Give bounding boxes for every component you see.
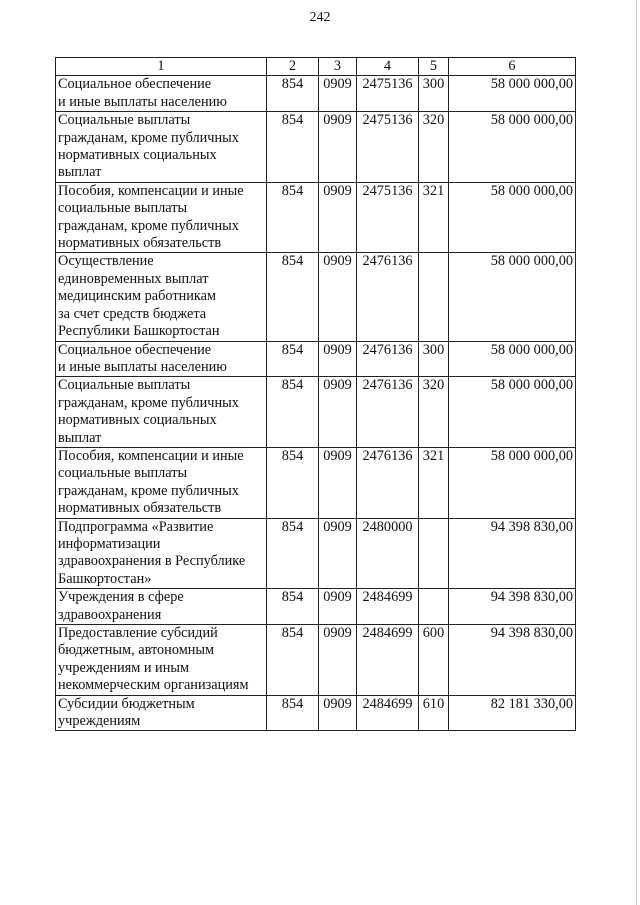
row-type: 320 xyxy=(419,112,449,183)
row-name: Подпрограмма «Развитие информатизации здравоохранения в Республике Башкортостан» xyxy=(56,518,267,589)
row-section: 0909 xyxy=(319,341,357,377)
row-name: Социальные выплаты гражданам, кроме публичных нормативных социальных выплат xyxy=(56,112,267,183)
row-type: 321 xyxy=(419,182,449,253)
row-grbs: 854 xyxy=(267,341,319,377)
table-row xyxy=(56,695,576,731)
row-section: 0909 xyxy=(319,112,357,183)
row-grbs: 854 xyxy=(267,589,319,625)
table-row xyxy=(56,447,576,518)
header-col-4: 4 xyxy=(357,58,419,76)
header-col-6: 6 xyxy=(449,58,576,76)
table-row xyxy=(56,518,576,589)
row-amount: 58 000 000,00 xyxy=(449,447,576,518)
row-name: Социальное обеспечение и иные выплаты населению xyxy=(56,341,267,377)
row-amount: 58 000 000,00 xyxy=(449,76,576,112)
row-type: 320 xyxy=(419,377,449,448)
row-name: Осуществление единовременных выплат медицинским работникам за счет средств бюджета Республики Башкортостан xyxy=(56,253,267,341)
row-amount: 58 000 000,00 xyxy=(449,341,576,377)
row-grbs: 854 xyxy=(267,447,319,518)
page-edge-line xyxy=(636,0,637,905)
row-name: Субсидии бюджетным учреждениям xyxy=(56,695,267,731)
row-amount: 94 398 830,00 xyxy=(449,518,576,589)
row-type: 610 xyxy=(419,695,449,731)
table-row xyxy=(56,112,576,183)
table-row xyxy=(56,625,576,696)
row-type xyxy=(419,253,449,341)
row-amount: 58 000 000,00 xyxy=(449,253,576,341)
row-target: 2476136 xyxy=(357,377,419,448)
row-target: 2475136 xyxy=(357,182,419,253)
row-grbs: 854 xyxy=(267,112,319,183)
row-amount: 82 181 330,00 xyxy=(449,695,576,731)
budget-table xyxy=(55,57,576,731)
row-name: Пособия, компенсации и иные социальные выплаты гражданам, кроме публичных нормативных обязательств xyxy=(56,182,267,253)
row-type: 300 xyxy=(419,76,449,112)
row-type xyxy=(419,518,449,589)
table-row xyxy=(56,377,576,448)
row-target: 2476136 xyxy=(357,341,419,377)
row-type: 321 xyxy=(419,447,449,518)
header-col-3: 3 xyxy=(319,58,357,76)
row-target: 2476136 xyxy=(357,253,419,341)
row-section: 0909 xyxy=(319,182,357,253)
row-name: Пособия, компенсации и иные социальные выплаты гражданам, кроме публичных нормативных обязательств xyxy=(56,447,267,518)
row-section: 0909 xyxy=(319,253,357,341)
table-header-row xyxy=(56,58,576,76)
table-row xyxy=(56,341,576,377)
table-row xyxy=(56,182,576,253)
row-grbs: 854 xyxy=(267,518,319,589)
row-type xyxy=(419,589,449,625)
row-target: 2480000 xyxy=(357,518,419,589)
table-row xyxy=(56,589,576,625)
row-amount: 94 398 830,00 xyxy=(449,589,576,625)
table-row xyxy=(56,253,576,341)
row-grbs: 854 xyxy=(267,253,319,341)
page-number: 242 xyxy=(309,10,331,25)
row-grbs: 854 xyxy=(267,76,319,112)
row-type: 300 xyxy=(419,341,449,377)
row-target: 2476136 xyxy=(357,447,419,518)
row-section: 0909 xyxy=(319,377,357,448)
header-col-2: 2 xyxy=(267,58,319,76)
row-grbs: 854 xyxy=(267,377,319,448)
row-target: 2484699 xyxy=(357,625,419,696)
row-name: Учреждения в сфере здравоохранения xyxy=(56,589,267,625)
row-name: Предоставление субсидий бюджетным, автономным учреждениям и иным некоммерческим организациям xyxy=(56,625,267,696)
row-section: 0909 xyxy=(319,589,357,625)
row-target: 2484699 xyxy=(357,695,419,731)
row-amount: 58 000 000,00 xyxy=(449,182,576,253)
row-grbs: 854 xyxy=(267,182,319,253)
row-section: 0909 xyxy=(319,625,357,696)
row-target: 2475136 xyxy=(357,112,419,183)
row-section: 0909 xyxy=(319,518,357,589)
row-section: 0909 xyxy=(319,695,357,731)
row-name: Социальное обеспечение и иные выплаты населению xyxy=(56,76,267,112)
row-section: 0909 xyxy=(319,447,357,518)
row-grbs: 854 xyxy=(267,625,319,696)
row-section: 0909 xyxy=(319,76,357,112)
row-amount: 94 398 830,00 xyxy=(449,625,576,696)
row-target: 2484699 xyxy=(357,589,419,625)
row-name: Социальные выплаты гражданам, кроме публичных нормативных социальных выплат xyxy=(56,377,267,448)
row-grbs: 854 xyxy=(267,695,319,731)
row-type: 600 xyxy=(419,625,449,696)
table-row xyxy=(56,76,576,112)
header-col-5: 5 xyxy=(419,58,449,76)
row-target: 2475136 xyxy=(357,76,419,112)
row-amount: 58 000 000,00 xyxy=(449,377,576,448)
header-col-1: 1 xyxy=(56,58,267,76)
row-amount: 58 000 000,00 xyxy=(449,112,576,183)
